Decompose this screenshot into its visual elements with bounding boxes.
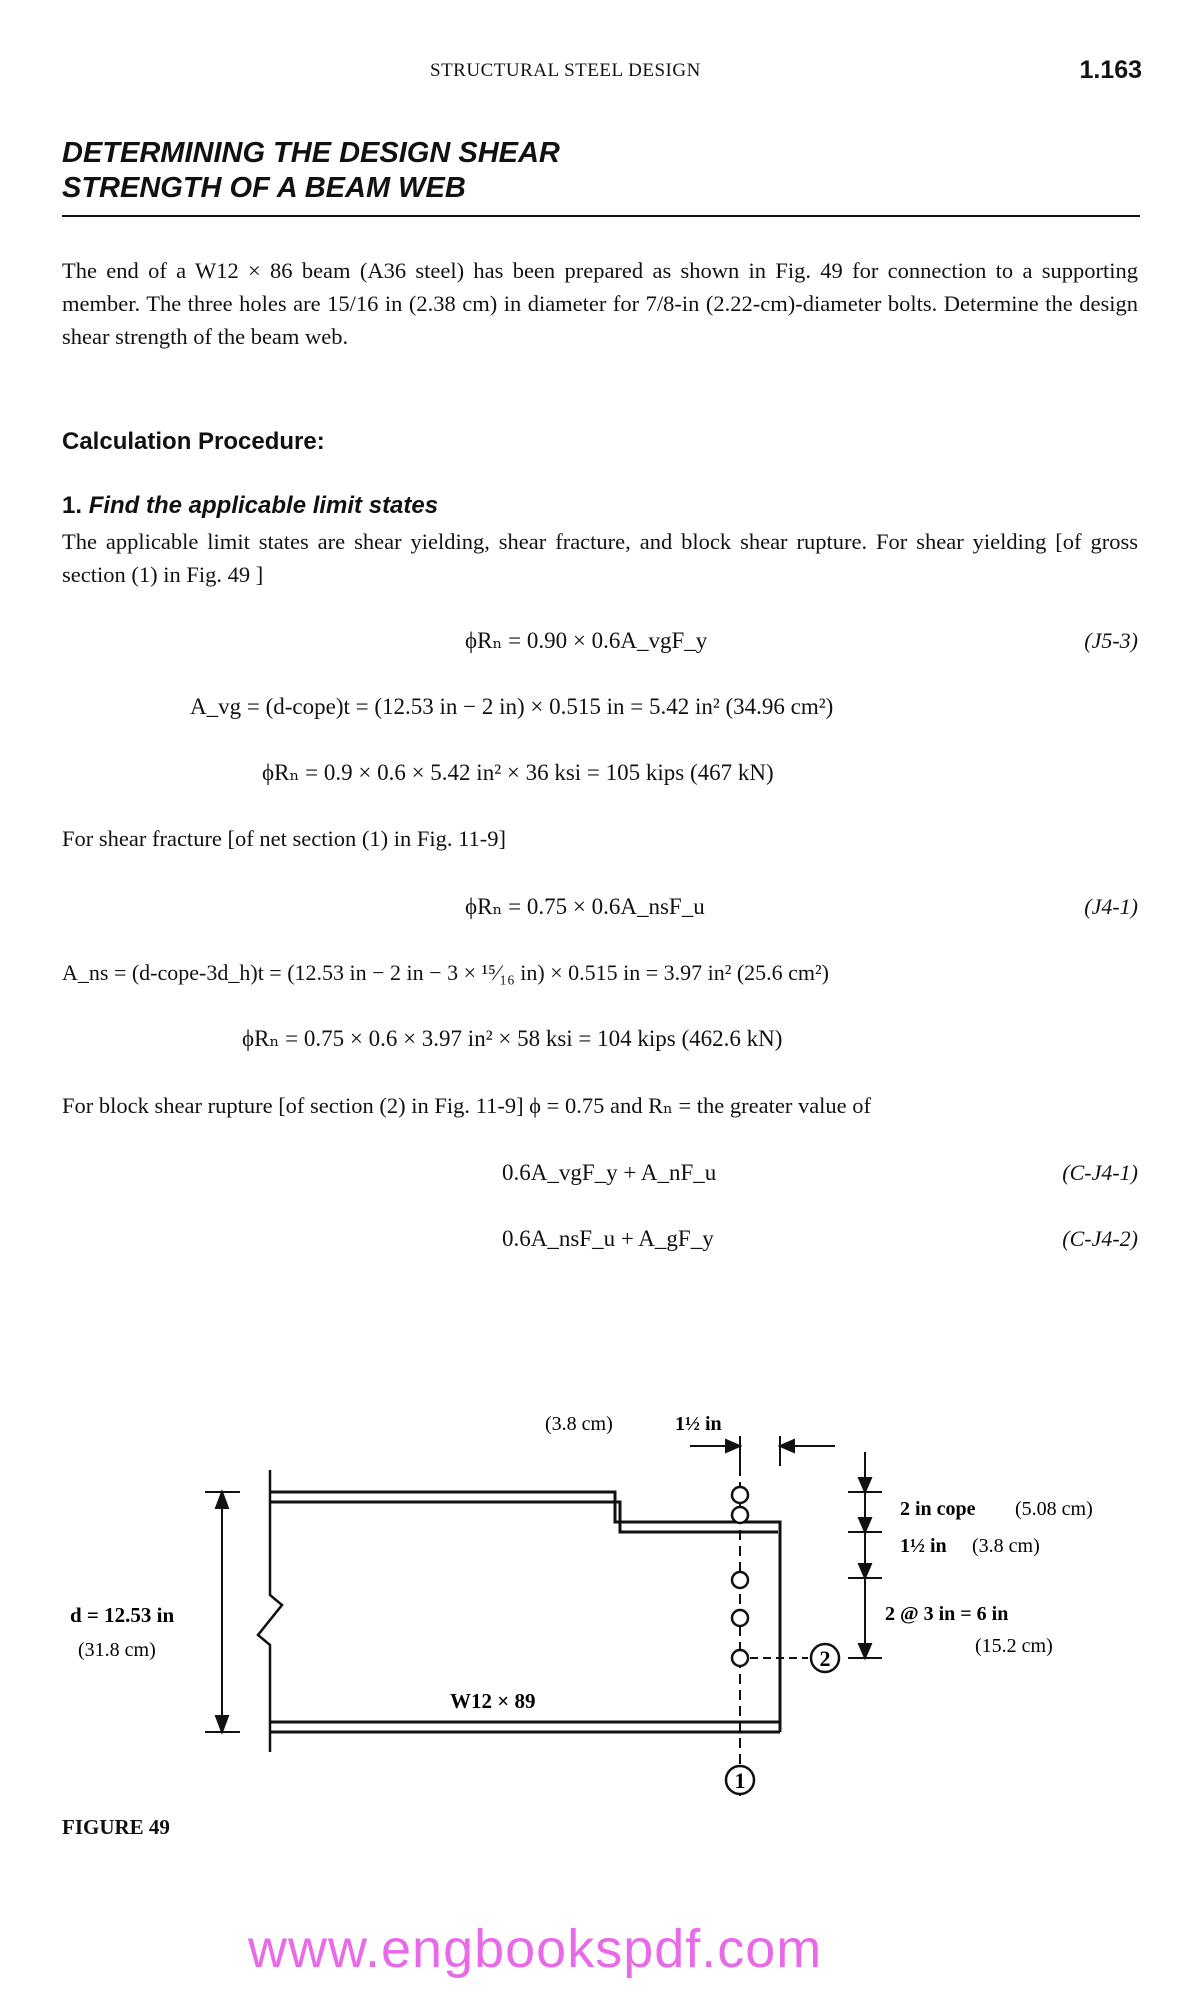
section-marker-2 [750, 1644, 839, 1672]
label-edge-cm: (3.8 cm) [545, 1413, 613, 1435]
equation-1-tag: (J5-3) [1084, 628, 1138, 653]
label-beam-designation: W12 × 89 [450, 1689, 536, 1713]
label-spacing-1-cm: (3.8 cm) [972, 1535, 1040, 1557]
label-depth-cm: (31.8 cm) [78, 1639, 156, 1661]
bolt-hole [732, 1487, 748, 1503]
section-marker-1 [726, 1766, 754, 1794]
equation-6: ϕRₙ = 0.75 × 0.6 × 3.97 in² × 58 ksi = 104 kips (462.6 kN) [242, 1026, 783, 1051]
step-number: 1. [62, 492, 83, 519]
fracture-text: For shear fracture [of net section (1) in Fig. 11-9] [62, 826, 507, 851]
problem-statement: The end of a W12 × 86 beam (A36 steel) has been prepared as shown in Fig. 49 for connection to a supporting member. The three holes are 15/16 in (2.38 cm) in diameter for 7/8-in (2.22-cm)-diameter bolts. Determine the design shear strength of the beam web. [62, 258, 1138, 349]
beam-top-flange [270, 1492, 780, 1532]
label-cope: 2 in cope [900, 1498, 976, 1520]
title-rule [62, 215, 1140, 217]
equation-7: 0.6A_vgF_y + A_nF_u [502, 1160, 717, 1185]
block-shear-text: For block shear rupture [of section (2) in Fig. 11-9] ϕ = 0.75 and Rₙ = the greater value of [62, 1093, 872, 1118]
section-title-line1: DETERMINING THE DESIGN SHEAR [62, 137, 560, 169]
equation-8: 0.6A_nsF_u + A_gF_y [502, 1226, 714, 1251]
depth-dimension [205, 1492, 240, 1732]
equation-3: ϕRₙ = 0.9 × 0.6 × 5.42 in² × 36 ksi = 105 kips (467 kN) [262, 760, 774, 785]
marker-2-label: 2 [819, 1646, 831, 1671]
bolt-holes [732, 1487, 748, 1666]
bolt-hole [732, 1650, 748, 1666]
marker-1-label: 1 [734, 1768, 746, 1793]
equation-4: ϕRₙ = 0.75 × 0.6A_nsF_u [465, 894, 705, 919]
section-title [62, 136, 560, 206]
label-cope-cm: (5.08 cm) [1015, 1498, 1093, 1520]
equation-7-tag: (C-J4-1) [1062, 1160, 1138, 1185]
label-spacing-1: 1½ in [900, 1535, 947, 1557]
bolt-hole [732, 1610, 748, 1626]
equation-8-tag: (C-J4-2) [1062, 1226, 1138, 1251]
equation-1: ϕRₙ = 0.90 × 0.6A_vgF_y [465, 628, 708, 653]
running-head: STRUCTURAL STEEL DESIGN [430, 60, 701, 81]
step-title: Find the applicable limit states [88, 492, 439, 519]
equation-4-tag: (J4-1) [1084, 894, 1138, 919]
edge-distance-dimension [690, 1436, 835, 1466]
section-title-line2: STRENGTH OF A BEAM WEB [62, 172, 466, 204]
vertical-dimension-chain [848, 1452, 882, 1658]
label-spacing-2: 2 @ 3 in = 6 in [885, 1603, 1009, 1625]
beam-bottom-flange [270, 1722, 780, 1732]
equation-5: A_ns = (d-cope-3d_h)t = (12.53 in − 2 in − 3 × ¹⁵⁄₁₆ in) × 0.515 in = 3.97 in² (25.6 cm²) [62, 960, 829, 985]
figure-caption: FIGURE 49 [62, 1815, 170, 1839]
bolt-hole [732, 1507, 748, 1523]
page-number: 1.163 [1079, 56, 1142, 84]
bolt-hole [732, 1572, 748, 1588]
step-text: The applicable limit states are shear yielding, shear fracture, and block shear rupture. For shear yielding [of gross section (1) in Fig. 49 ] [62, 529, 1138, 587]
label-spacing-2-cm: (15.2 cm) [975, 1635, 1053, 1657]
label-depth: d = 12.53 in [70, 1603, 175, 1627]
label-edge-distance: 1½ in [675, 1413, 722, 1435]
figure-49 [0, 1390, 1200, 1810]
equation-2: A_vg = (d-cope)t = (12.53 in − 2 in) × 0.515 in = 5.42 in² (34.96 cm²) [190, 694, 834, 719]
step-heading [62, 492, 438, 520]
break-line [258, 1470, 282, 1752]
watermark: www.engbookspdf.com [248, 1919, 823, 1979]
procedure-heading: Calculation Procedure: [62, 428, 325, 455]
